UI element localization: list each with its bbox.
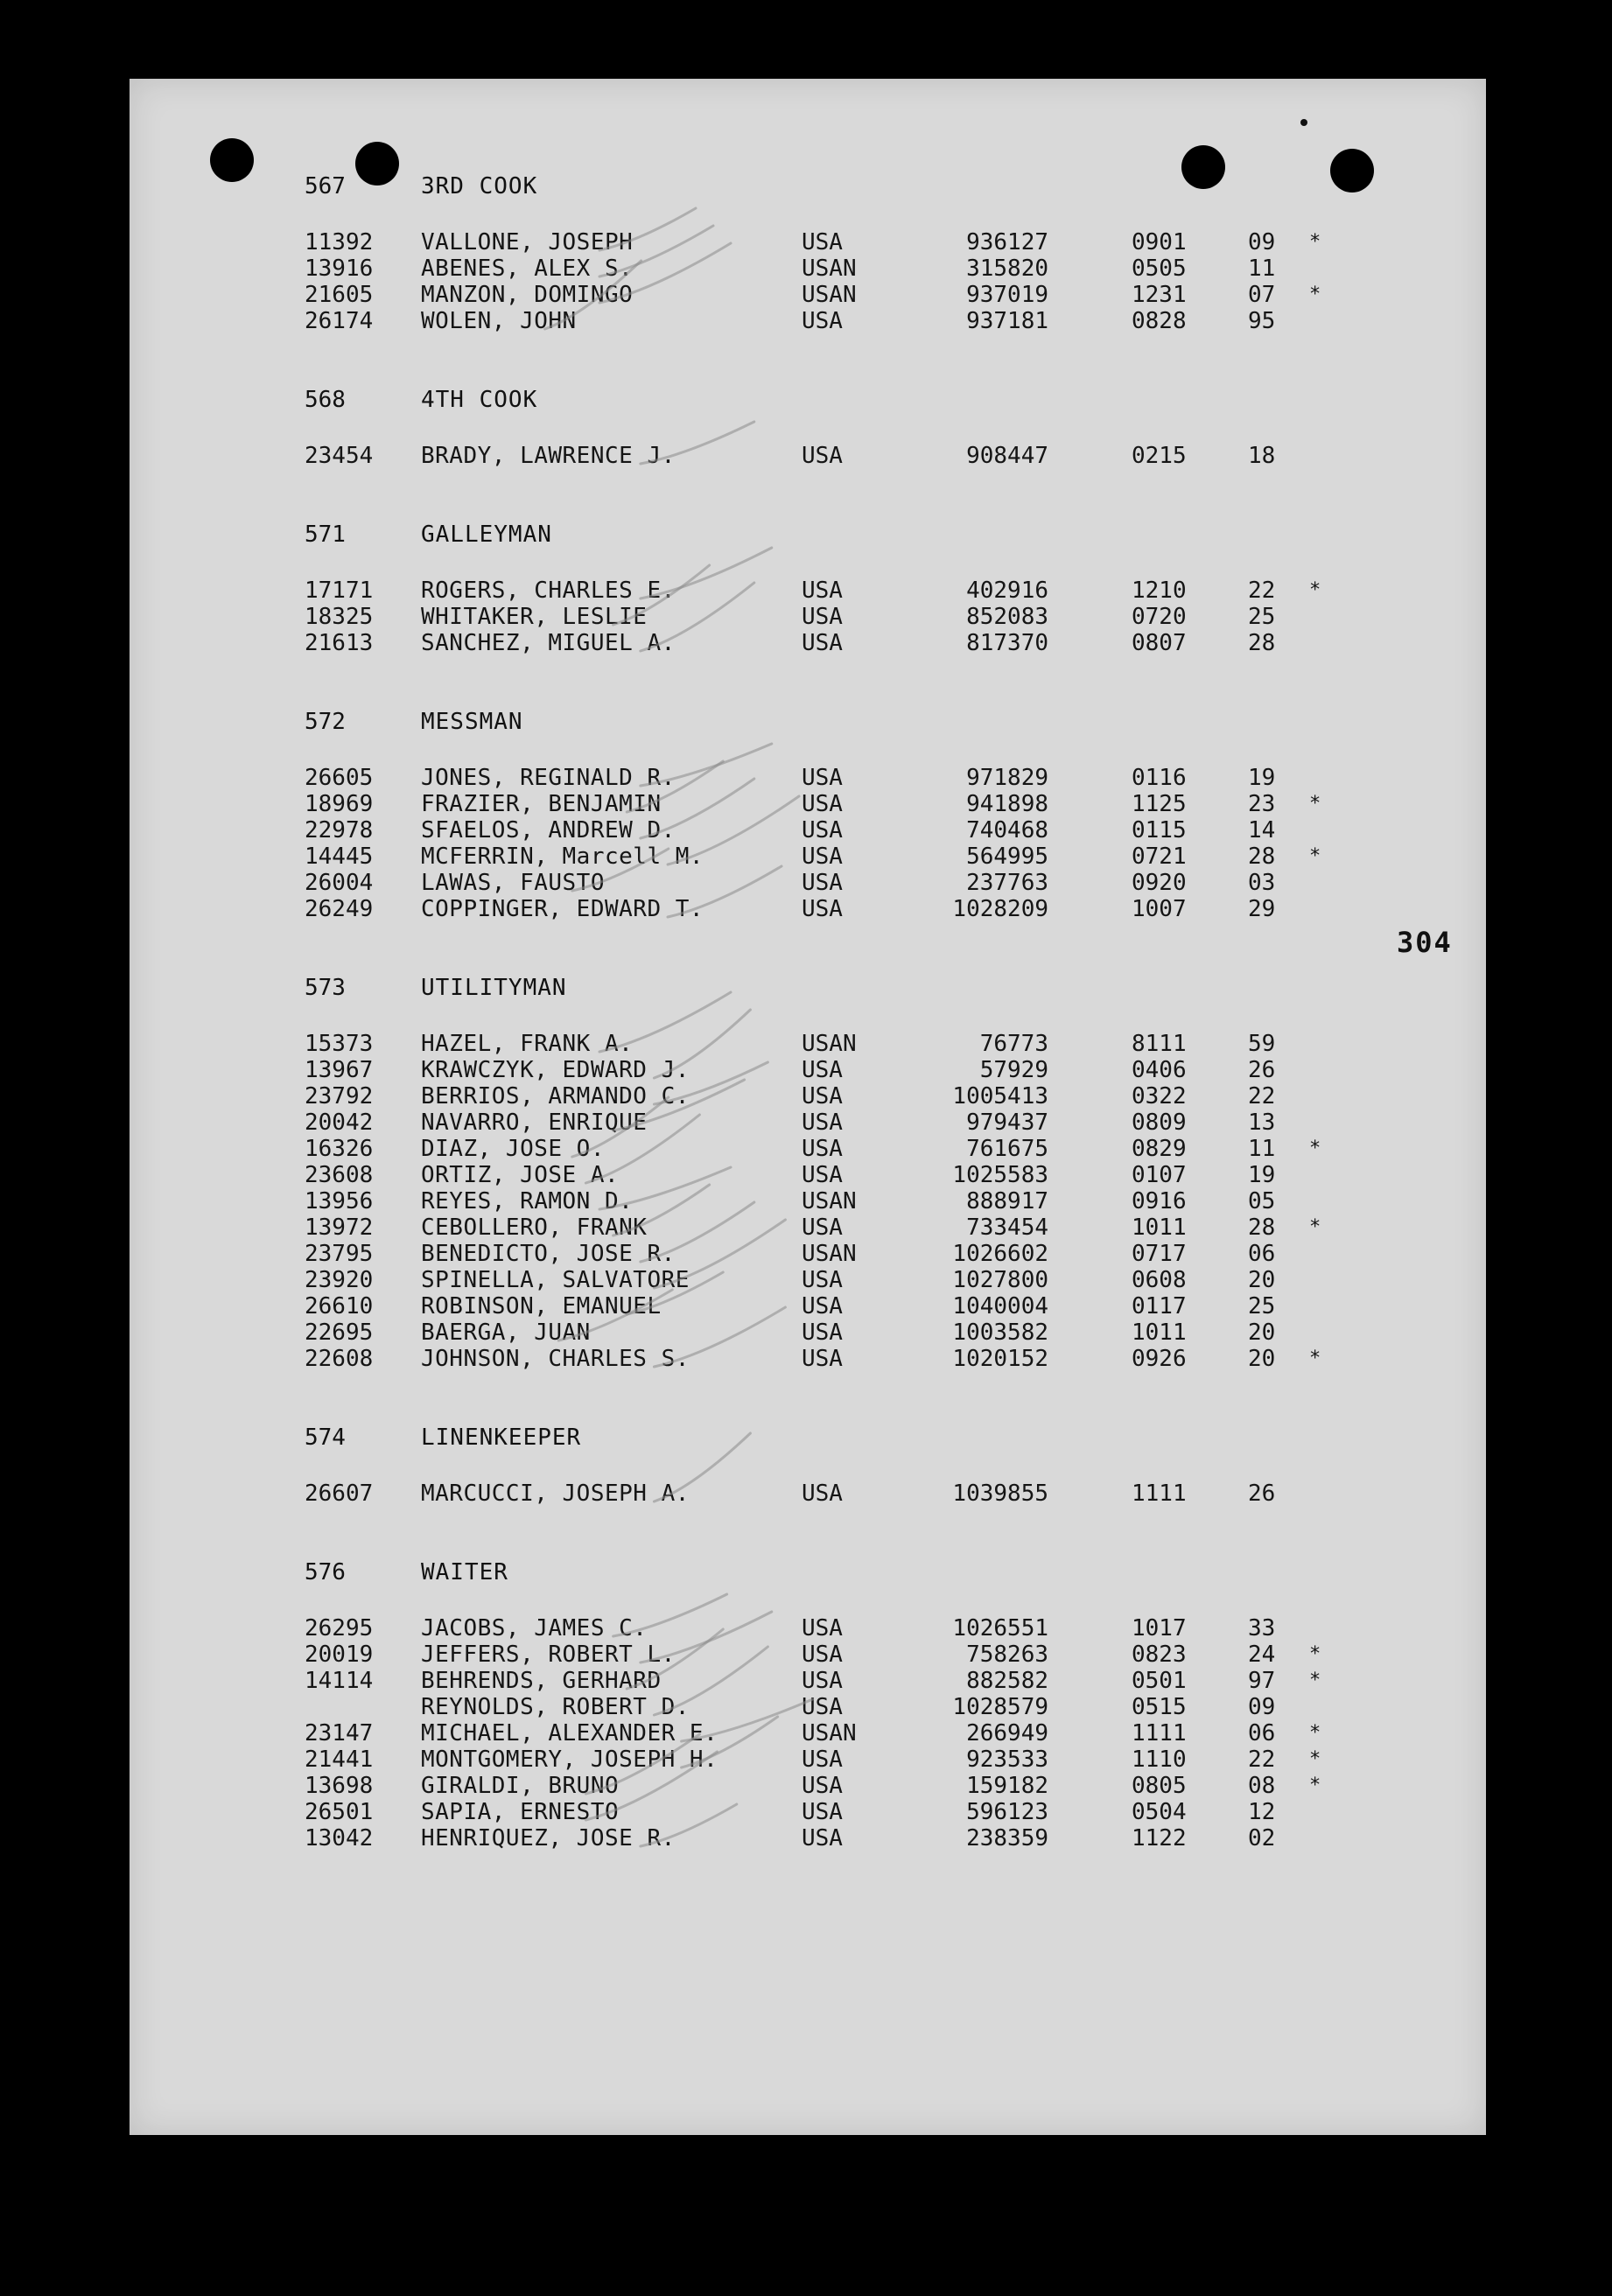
cell-code: 08 (1248, 1773, 1276, 1799)
cell-num: 1025583 (952, 1162, 1048, 1188)
cell-num: 1039855 (952, 1480, 1048, 1507)
cell-date: 0805 (1132, 1773, 1187, 1799)
page-number: 304 (1397, 926, 1453, 959)
cell-name: HENRIQUEZ, JOSE R. (421, 1825, 676, 1852)
cell-nat: USA (802, 1267, 843, 1293)
cell-num: 882582 (966, 1668, 1048, 1694)
cell-nat: USA (802, 844, 843, 870)
cell-date: 1007 (1132, 896, 1187, 922)
cell-code: 28 (1248, 630, 1276, 656)
section-code: 574 (305, 1424, 346, 1451)
cell-date: 0107 (1132, 1162, 1187, 1188)
cell-date: 0926 (1132, 1346, 1187, 1372)
cell-code: 06 (1248, 1720, 1276, 1746)
cell-code: 09 (1248, 1694, 1276, 1720)
punch-hole-left-1 (210, 138, 254, 182)
cell-code: 28 (1248, 1214, 1276, 1241)
cell-id: 13972 (305, 1214, 374, 1241)
section-title: GALLEYMAN (421, 522, 552, 548)
cell-name: SAPIA, ERNESTO (421, 1799, 620, 1825)
cell-code: 09 (1248, 229, 1276, 256)
cell-nat: USA (802, 765, 843, 791)
cell-name: MONTGOMERY, JOSEPH H. (421, 1746, 718, 1773)
cell-id: 22608 (305, 1346, 374, 1372)
cell-date: 1017 (1132, 1615, 1187, 1642)
cell-nat: USA (802, 791, 843, 817)
cell-id: 22978 (305, 817, 374, 844)
cell-num: 237763 (966, 870, 1048, 896)
cell-date: 0515 (1132, 1694, 1187, 1720)
cell-nat: USA (802, 1825, 843, 1852)
cell-code: 02 (1248, 1825, 1276, 1852)
cell-code: 29 (1248, 896, 1276, 922)
cell-id: 26501 (305, 1799, 374, 1825)
cell-id: 13956 (305, 1188, 374, 1214)
cell-nat: USAN (802, 1720, 857, 1746)
cell-num: 1028209 (952, 896, 1048, 922)
cell-nat: USA (802, 1799, 843, 1825)
cell-date: 0920 (1132, 870, 1187, 896)
cell-id: 26295 (305, 1615, 374, 1642)
cell-num: 1028579 (952, 1694, 1048, 1720)
cell-date: 0916 (1132, 1188, 1187, 1214)
cell-date: 0807 (1132, 630, 1187, 656)
section-title: 3RD COOK (421, 173, 538, 200)
cell-name: DIAZ, JOSE O. (421, 1136, 605, 1162)
cell-num: 266949 (966, 1720, 1048, 1746)
cell-nat: USA (802, 308, 843, 334)
cell-date: 0115 (1132, 817, 1187, 844)
cell-num: 761675 (966, 1136, 1048, 1162)
cell-name: BENEDICTO, JOSE R. (421, 1241, 676, 1267)
cell-flag: * (1309, 579, 1321, 601)
cell-code: 22 (1248, 1746, 1276, 1773)
cell-date: 0823 (1132, 1642, 1187, 1668)
cell-code: 26 (1248, 1057, 1276, 1083)
cell-code: 18 (1248, 443, 1276, 469)
cell-name: HAZEL, FRANK A. (421, 1031, 634, 1057)
cell-name: KRAWCZYK, EDWARD J. (421, 1057, 690, 1083)
cell-date: 1231 (1132, 282, 1187, 308)
cell-name: WOLEN, JOHN (421, 308, 577, 334)
cell-nat: USA (802, 1320, 843, 1346)
cell-nat: USA (802, 1480, 843, 1507)
punch-hole-right-1 (1181, 145, 1225, 189)
cell-nat: USA (802, 896, 843, 922)
cell-code: 22 (1248, 1083, 1276, 1110)
cell-id: 13042 (305, 1825, 374, 1852)
cell-name: MANZON, DOMINGO (421, 282, 634, 308)
cell-id: 26249 (305, 896, 374, 922)
cell-code: 14 (1248, 817, 1276, 844)
cell-code: 06 (1248, 1241, 1276, 1267)
cell-flag: * (1309, 284, 1321, 305)
cell-date: 0215 (1132, 443, 1187, 469)
cell-code: 13 (1248, 1110, 1276, 1136)
section-code: 568 (305, 387, 346, 413)
cell-name: SFAELOS, ANDREW D. (421, 817, 676, 844)
cell-name: FRAZIER, BENJAMIN (421, 791, 662, 817)
cell-nat: USA (802, 1346, 843, 1372)
cell-num: 740468 (966, 817, 1048, 844)
cell-num: 402916 (966, 578, 1048, 604)
cell-name: BEHRENDS, GERHARD (421, 1668, 662, 1694)
cell-code: 33 (1248, 1615, 1276, 1642)
cell-date: 1125 (1132, 791, 1187, 817)
cell-nat: USA (802, 1083, 843, 1110)
cell-id: 18325 (305, 604, 374, 630)
cell-name: NAVARRO, ENRIQUE (421, 1110, 648, 1136)
punch-hole-left-2 (355, 142, 399, 186)
cell-num: 1005413 (952, 1083, 1048, 1110)
cell-date: 0809 (1132, 1110, 1187, 1136)
cell-date: 0829 (1132, 1136, 1187, 1162)
cell-nat: USA (802, 1773, 843, 1799)
section-code: 571 (305, 522, 346, 548)
cell-name: CEBOLLERO, FRANK (421, 1214, 648, 1241)
cell-id: 16326 (305, 1136, 374, 1162)
cell-code: 07 (1248, 282, 1276, 308)
cell-nat: USA (802, 1110, 843, 1136)
cell-num: 979437 (966, 1110, 1048, 1136)
cell-num: 936127 (966, 229, 1048, 256)
cell-num: 888917 (966, 1188, 1048, 1214)
cell-date: 0501 (1132, 1668, 1187, 1694)
cell-name: JONES, REGINALD R. (421, 765, 676, 791)
cell-id: 23147 (305, 1720, 374, 1746)
cell-num: 1003582 (952, 1320, 1048, 1346)
cell-code: 20 (1248, 1267, 1276, 1293)
cell-nat: USA (802, 1057, 843, 1083)
cell-id: 26004 (305, 870, 374, 896)
cell-id: 14114 (305, 1668, 374, 1694)
cell-flag: * (1309, 1748, 1321, 1770)
cell-date: 0717 (1132, 1241, 1187, 1267)
cell-num: 1026602 (952, 1241, 1048, 1267)
cell-name: JACOBS, JAMES C. (421, 1615, 648, 1642)
cell-code: 95 (1248, 308, 1276, 334)
cell-date: 1011 (1132, 1320, 1187, 1346)
cell-id: 14445 (305, 844, 374, 870)
cell-id: 18969 (305, 791, 374, 817)
cell-date: 0117 (1132, 1293, 1187, 1320)
cell-code: 20 (1248, 1320, 1276, 1346)
cell-code: 03 (1248, 870, 1276, 896)
section-title: WAITER (421, 1559, 508, 1586)
cell-num: 1020152 (952, 1346, 1048, 1372)
cell-nat: USAN (802, 282, 857, 308)
cell-nat: USAN (802, 256, 857, 282)
cell-code: 28 (1248, 844, 1276, 870)
cell-id: 15373 (305, 1031, 374, 1057)
cell-date: 0116 (1132, 765, 1187, 791)
cell-num: 937019 (966, 282, 1048, 308)
cell-num: 564995 (966, 844, 1048, 870)
cell-name: GIRALDI, BRUNO (421, 1773, 620, 1799)
cell-code: 19 (1248, 1162, 1276, 1188)
cell-date: 1210 (1132, 578, 1187, 604)
cell-flag: * (1309, 1216, 1321, 1238)
section-code: 573 (305, 975, 346, 1001)
cell-code: 97 (1248, 1668, 1276, 1694)
cell-flag: * (1309, 1643, 1321, 1665)
cell-date: 1011 (1132, 1214, 1187, 1241)
cell-id: 23608 (305, 1162, 374, 1188)
section-code: 567 (305, 173, 346, 200)
cell-flag: * (1309, 1774, 1321, 1796)
cell-name: COPPINGER, EDWARD T. (421, 896, 704, 922)
cell-nat: USA (802, 443, 843, 469)
cell-flag: * (1309, 845, 1321, 867)
cell-nat: USA (802, 604, 843, 630)
cell-num: 596123 (966, 1799, 1048, 1825)
section-code: 576 (305, 1559, 346, 1586)
cell-nat: USA (802, 817, 843, 844)
cell-code: 20 (1248, 1346, 1276, 1372)
ink-speck (1300, 119, 1307, 126)
cell-code: 05 (1248, 1188, 1276, 1214)
cell-num: 941898 (966, 791, 1048, 817)
cell-name: MCFERRIN, Marcell M. (421, 844, 704, 870)
cell-date: 1111 (1132, 1480, 1187, 1507)
cell-num: 817370 (966, 630, 1048, 656)
cell-id: 21605 (305, 282, 374, 308)
cell-code: 24 (1248, 1642, 1276, 1668)
cell-code: 11 (1248, 256, 1276, 282)
cell-code: 59 (1248, 1031, 1276, 1057)
cell-date: 1110 (1132, 1746, 1187, 1773)
cell-name: MARCUCCI, JOSEPH A. (421, 1480, 690, 1507)
section-title: 4TH COOK (421, 387, 538, 413)
cell-date: 0608 (1132, 1267, 1187, 1293)
cell-id: 20042 (305, 1110, 374, 1136)
cell-code: 23 (1248, 791, 1276, 817)
cell-nat: USA (802, 229, 843, 256)
cell-name: BERRIOS, ARMANDO C. (421, 1083, 690, 1110)
cell-num: 238359 (966, 1825, 1048, 1852)
cell-nat: USA (802, 1162, 843, 1188)
cell-name: WHITAKER, LESLIE (421, 604, 648, 630)
cell-nat: USA (802, 578, 843, 604)
cell-date: 0828 (1132, 308, 1187, 334)
cell-id: 21613 (305, 630, 374, 656)
cell-date: 0505 (1132, 256, 1187, 282)
cell-id: 13916 (305, 256, 374, 282)
cell-nat: USA (802, 870, 843, 896)
cell-nat: USAN (802, 1241, 857, 1267)
cell-id: 23795 (305, 1241, 374, 1267)
section-title: LINENKEEPER (421, 1424, 582, 1451)
cell-nat: USAN (802, 1031, 857, 1057)
cell-date: 0721 (1132, 844, 1187, 870)
cell-num: 315820 (966, 256, 1048, 282)
cell-date: 0504 (1132, 1799, 1187, 1825)
cell-name: REYES, RAMON D. (421, 1188, 634, 1214)
cell-name: VALLONE, JOSEPH (421, 229, 634, 256)
cell-name: ROGERS, CHARLES E. (421, 578, 676, 604)
cell-code: 26 (1248, 1480, 1276, 1507)
cell-date: 0901 (1132, 229, 1187, 256)
cell-name: SPINELLA, SALVATORE (421, 1267, 690, 1293)
cell-num: 1040004 (952, 1293, 1048, 1320)
cell-num: 159182 (966, 1773, 1048, 1799)
cell-flag: * (1309, 1348, 1321, 1369)
cell-date: 0322 (1132, 1083, 1187, 1110)
cell-nat: USA (802, 1214, 843, 1241)
cell-id: 20019 (305, 1642, 374, 1668)
cell-name: BAERGA, JUAN (421, 1320, 591, 1346)
cell-flag: * (1309, 793, 1321, 815)
cell-num: 908447 (966, 443, 1048, 469)
cell-num: 971829 (966, 765, 1048, 791)
cell-flag: * (1309, 231, 1321, 253)
cell-nat: USA (802, 1746, 843, 1773)
cell-code: 22 (1248, 578, 1276, 604)
cell-flag: * (1309, 1670, 1321, 1691)
cell-id: 11392 (305, 229, 374, 256)
punch-hole-right-2 (1330, 149, 1374, 192)
cell-nat: USA (802, 1694, 843, 1720)
cell-id: 17171 (305, 578, 374, 604)
cell-date: 1122 (1132, 1825, 1187, 1852)
section-title: UTILITYMAN (421, 975, 567, 1001)
cell-date: 0720 (1132, 604, 1187, 630)
cell-id: 23920 (305, 1267, 374, 1293)
cell-name: REYNOLDS, ROBERT D. (421, 1694, 690, 1720)
cell-date: 1111 (1132, 1720, 1187, 1746)
cell-name: SANCHEZ, MIGUEL A. (421, 630, 676, 656)
cell-num: 937181 (966, 308, 1048, 334)
cell-id: 21441 (305, 1746, 374, 1773)
cell-num: 57929 (979, 1057, 1048, 1083)
section-code: 572 (305, 709, 346, 735)
cell-flag: * (1309, 1722, 1321, 1744)
cell-id: 26610 (305, 1293, 374, 1320)
cell-num: 923533 (966, 1746, 1048, 1773)
cell-id: 23454 (305, 443, 374, 469)
cell-date: 0406 (1132, 1057, 1187, 1083)
cell-nat: USA (802, 1668, 843, 1694)
cell-id: 13698 (305, 1773, 374, 1799)
cell-num: 733454 (966, 1214, 1048, 1241)
section-title: MESSMAN (421, 709, 523, 735)
cell-name: MICHAEL, ALEXANDER E. (421, 1720, 718, 1746)
cell-id: 26174 (305, 308, 374, 334)
cell-nat: USA (802, 1642, 843, 1668)
cell-name: JEFFERS, ROBERT L. (421, 1642, 676, 1668)
cell-code: 11 (1248, 1136, 1276, 1162)
cell-name: BRADY, LAWRENCE J. (421, 443, 676, 469)
cell-id: 23792 (305, 1083, 374, 1110)
cell-name: LAWAS, FAUSTO (421, 870, 605, 896)
cell-nat: USA (802, 1136, 843, 1162)
cell-nat: USAN (802, 1188, 857, 1214)
cell-nat: USA (802, 1293, 843, 1320)
cell-num: 1027800 (952, 1267, 1048, 1293)
cell-code: 25 (1248, 604, 1276, 630)
cell-id: 13967 (305, 1057, 374, 1083)
cell-id: 22695 (305, 1320, 374, 1346)
cell-flag: * (1309, 1138, 1321, 1159)
cell-num: 1026551 (952, 1615, 1048, 1642)
cell-date: 8111 (1132, 1031, 1187, 1057)
cell-code: 12 (1248, 1799, 1276, 1825)
cell-code: 19 (1248, 765, 1276, 791)
cell-name: ABENES, ALEX S. (421, 256, 634, 282)
cell-name: ORTIZ, JOSE A. (421, 1162, 620, 1188)
cell-nat: USA (802, 1615, 843, 1642)
cell-code: 25 (1248, 1293, 1276, 1320)
cell-num: 76773 (979, 1031, 1048, 1057)
cell-name: JOHNSON, CHARLES S. (421, 1346, 690, 1372)
cell-num: 758263 (966, 1642, 1048, 1668)
cell-id: 26605 (305, 765, 374, 791)
cell-id: 26607 (305, 1480, 374, 1507)
cell-nat: USA (802, 630, 843, 656)
cell-num: 852083 (966, 604, 1048, 630)
cell-name: ROBINSON, EMANUEL (421, 1293, 662, 1320)
